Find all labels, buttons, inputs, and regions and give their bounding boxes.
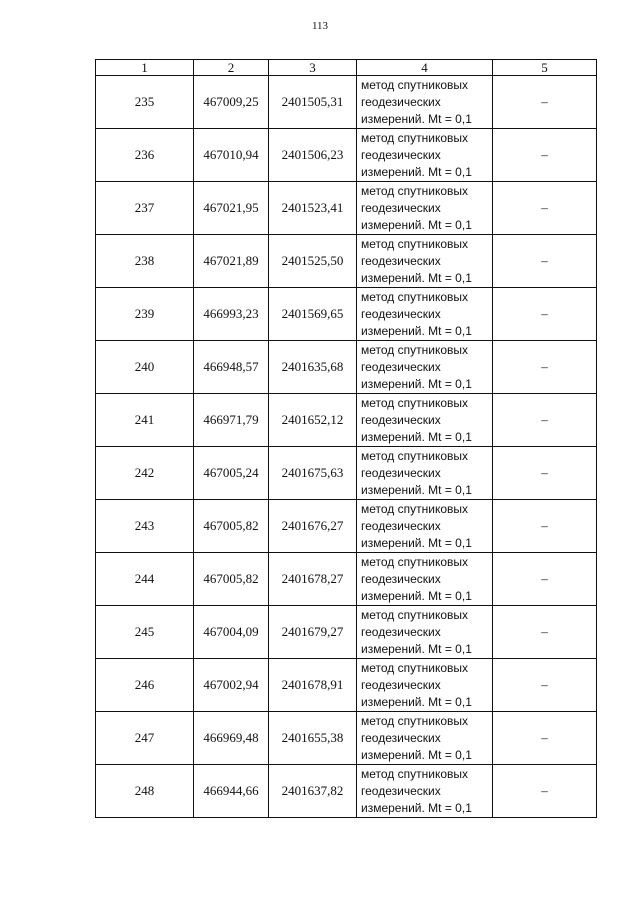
method-line: метод спутниковых <box>361 77 469 92</box>
table-row <box>96 765 597 818</box>
method-cell <box>357 288 493 341</box>
y-coordinate-cell: 2401523,41 <box>269 182 357 235</box>
table-row <box>96 129 597 182</box>
note-cell: – <box>493 447 597 500</box>
method-line: измерений. Mt = 0,1 <box>361 694 472 709</box>
method-line: метод спутниковых <box>361 607 469 622</box>
x-coordinate-cell: 467004,09 <box>194 606 269 659</box>
method-line: измерений. Mt = 0,1 <box>361 641 472 656</box>
method-cell <box>357 447 493 500</box>
method-line: измерений. Mt = 0,1 <box>361 429 472 444</box>
point-number-cell: 241 <box>96 394 194 447</box>
note-cell: – <box>493 765 597 818</box>
method-line: измерений. Mt = 0,1 <box>361 164 472 179</box>
method-line: метод спутниковых <box>361 713 469 728</box>
table-row <box>96 553 597 606</box>
table-row <box>96 76 597 129</box>
column-header-4: 4 <box>357 60 493 76</box>
note-cell: – <box>493 235 597 288</box>
method-line: геодезических <box>361 783 441 798</box>
x-coordinate-cell: 467021,89 <box>194 235 269 288</box>
method-line: измерений. Mt = 0,1 <box>361 270 472 285</box>
method-cell <box>357 606 493 659</box>
y-coordinate-cell: 2401569,65 <box>269 288 357 341</box>
method-line: метод спутниковых <box>361 554 469 569</box>
point-number-cell: 245 <box>96 606 194 659</box>
column-header-3: 3 <box>269 60 357 76</box>
method-line: геодезических <box>361 94 441 109</box>
point-number-cell: 237 <box>96 182 194 235</box>
method-line: геодезических <box>361 571 441 586</box>
method-line: измерений. Mt = 0,1 <box>361 535 472 550</box>
method-line: геодезических <box>361 306 441 321</box>
table-row <box>96 235 597 288</box>
point-number-cell: 244 <box>96 553 194 606</box>
method-cell <box>357 235 493 288</box>
note-cell: – <box>493 712 597 765</box>
x-coordinate-cell: 467005,24 <box>194 447 269 500</box>
method-line: метод спутниковых <box>361 236 469 251</box>
method-line: измерений. Mt = 0,1 <box>361 217 472 232</box>
point-number-cell: 247 <box>96 712 194 765</box>
method-cell <box>357 129 493 182</box>
method-line: метод спутниковых <box>361 501 469 516</box>
point-number-cell: 235 <box>96 76 194 129</box>
table-row <box>96 606 597 659</box>
method-line: измерений. Mt = 0,1 <box>361 376 472 391</box>
y-coordinate-cell: 2401678,91 <box>269 659 357 712</box>
x-coordinate-cell: 466969,48 <box>194 712 269 765</box>
method-line: геодезических <box>361 147 441 162</box>
y-coordinate-cell: 2401652,12 <box>269 394 357 447</box>
method-line: геодезических <box>361 624 441 639</box>
method-line: геодезических <box>361 412 441 427</box>
note-cell: – <box>493 500 597 553</box>
y-coordinate-cell: 2401635,68 <box>269 341 357 394</box>
page-number: 113 <box>311 20 329 32</box>
table-row <box>96 182 597 235</box>
method-cell <box>357 394 493 447</box>
x-coordinate-cell: 466944,66 <box>194 765 269 818</box>
column-header-5: 5 <box>493 60 597 76</box>
method-line: геодезических <box>361 465 441 480</box>
method-line: геодезических <box>361 253 441 268</box>
note-cell: – <box>493 394 597 447</box>
y-coordinate-cell: 2401676,27 <box>269 500 357 553</box>
point-number-cell: 240 <box>96 341 194 394</box>
method-line: измерений. Mt = 0,1 <box>361 482 472 497</box>
point-number-cell: 246 <box>96 659 194 712</box>
table-row <box>96 500 597 553</box>
method-cell <box>357 659 493 712</box>
table-row <box>96 659 597 712</box>
method-line: геодезических <box>361 200 441 215</box>
x-coordinate-cell: 467002,94 <box>194 659 269 712</box>
method-line: геодезических <box>361 518 441 533</box>
method-cell <box>357 500 493 553</box>
table-row <box>96 447 597 500</box>
x-coordinate-cell: 467005,82 <box>194 500 269 553</box>
note-cell: – <box>493 288 597 341</box>
method-line: метод спутниковых <box>361 289 469 304</box>
y-coordinate-cell: 2401525,50 <box>269 235 357 288</box>
note-cell: – <box>493 553 597 606</box>
x-coordinate-cell: 466948,57 <box>194 341 269 394</box>
note-cell: – <box>493 182 597 235</box>
note-cell: – <box>493 76 597 129</box>
method-line: геодезических <box>361 730 441 745</box>
point-number-cell: 236 <box>96 129 194 182</box>
header-row <box>96 60 597 76</box>
method-line: измерений. Mt = 0,1 <box>361 588 472 603</box>
y-coordinate-cell: 2401679,27 <box>269 606 357 659</box>
method-line: измерений. Mt = 0,1 <box>361 111 472 126</box>
coordinates-table <box>95 59 597 818</box>
x-coordinate-cell: 467021,95 <box>194 182 269 235</box>
method-line: измерений. Mt = 0,1 <box>361 323 472 338</box>
method-cell <box>357 341 493 394</box>
x-coordinate-cell: 467009,25 <box>194 76 269 129</box>
point-number-cell: 238 <box>96 235 194 288</box>
method-line: метод спутниковых <box>361 183 469 198</box>
point-number-cell: 243 <box>96 500 194 553</box>
note-cell: – <box>493 659 597 712</box>
y-coordinate-cell: 2401655,38 <box>269 712 357 765</box>
x-coordinate-cell: 467010,94 <box>194 129 269 182</box>
y-coordinate-cell: 2401505,31 <box>269 76 357 129</box>
method-line: метод спутниковых <box>361 660 469 675</box>
method-line: измерений. Mt = 0,1 <box>361 747 472 762</box>
x-coordinate-cell: 466993,23 <box>194 288 269 341</box>
method-line: геодезических <box>361 359 441 374</box>
note-cell: – <box>493 606 597 659</box>
method-cell <box>357 765 493 818</box>
y-coordinate-cell: 2401678,27 <box>269 553 357 606</box>
table-row <box>96 712 597 765</box>
method-line: метод спутниковых <box>361 448 469 463</box>
note-cell: – <box>493 129 597 182</box>
point-number-cell: 248 <box>96 765 194 818</box>
column-header-1: 1 <box>96 60 194 76</box>
point-number-cell: 242 <box>96 447 194 500</box>
method-cell <box>357 182 493 235</box>
method-line: метод спутниковых <box>361 130 469 145</box>
table-row <box>96 288 597 341</box>
method-cell <box>357 712 493 765</box>
table-body <box>96 76 597 818</box>
y-coordinate-cell: 2401637,82 <box>269 765 357 818</box>
point-number-cell: 239 <box>96 288 194 341</box>
method-line: метод спутниковых <box>361 395 469 410</box>
column-header-2: 2 <box>194 60 269 76</box>
method-cell <box>357 76 493 129</box>
method-line: метод спутниковых <box>361 766 469 781</box>
y-coordinate-cell: 2401675,63 <box>269 447 357 500</box>
method-line: геодезических <box>361 677 441 692</box>
method-cell <box>357 553 493 606</box>
method-line: измерений. Mt = 0,1 <box>361 800 472 815</box>
x-coordinate-cell: 467005,82 <box>194 553 269 606</box>
y-coordinate-cell: 2401506,23 <box>269 129 357 182</box>
method-line: метод спутниковых <box>361 342 469 357</box>
table-row <box>96 341 597 394</box>
table-row <box>96 394 597 447</box>
note-cell: – <box>493 341 597 394</box>
x-coordinate-cell: 466971,79 <box>194 394 269 447</box>
